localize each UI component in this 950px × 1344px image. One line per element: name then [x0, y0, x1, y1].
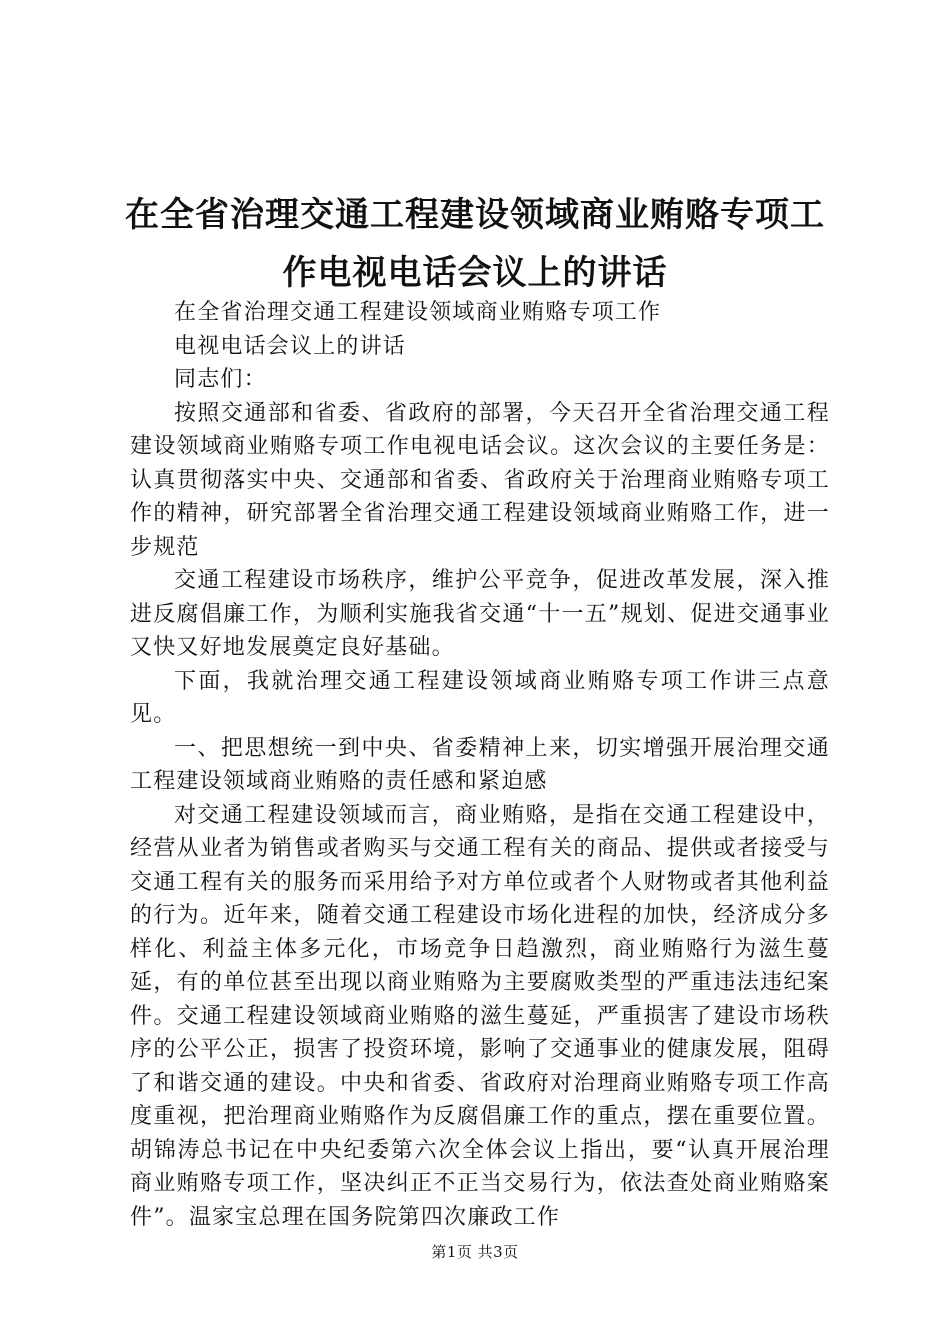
- paragraph: 对交通工程建设领域而言，商业贿赂，是指在交通工程建设中，经营从业者为销售或者购买与交通工程有关的商品、提供或者接受与交通工程有关的服务而采用给予对方单位或者个人财物或者其他利益的行为。近年来，随着交通工程建设市场化进程的加快，经济成分多样化、利益主体多元化，市场竞争日趋激烈，商业贿赂行为滋生蔓延，有的单位甚至出现以商业贿赂为主要腐败类型的严重违法违纪案件。交通工程建设领域商业贿赂的滋生蔓延，严重损害了建设市场秩序的公平公正，损害了投资环境，影响了交通事业的健康发展，阻碍了和谐交通的建设。中央和省委、省政府对治理商业贿赂专项工作高度重视，把治理商业贿赂作为反腐倡廉工作的重点，摆在重要位置。胡锦涛总书记在中央纪委第六次全体会议上指出，要“认真开展治理商业贿赂专项工作，坚决纠正不正当交易行为，依法查处商业贿赂案件”。温家宝总理在国务院第四次廉政工作: [130, 802, 830, 1230]
- paragraph: 在全省治理交通工程建设领域商业贿赂专项工作: [174, 300, 662, 325]
- paragraph: 电视电话会议上的讲话: [174, 333, 407, 359]
- document-body: [130, 296, 830, 1234]
- paragraph: 交通工程建设市场秩序，维护公平竞争，促进改革发展，深入推进反腐倡廉工作，为顺利实施我省交通“十一五”规划、促进交通事业又快又好地发展奠定良好基础。: [130, 568, 830, 660]
- document-title: 在全省治理交通工程建设领域商业贿赂专项工作电视电话会议上的讲话: [125, 195, 825, 293]
- paragraph: 按照交通部和省委、省政府的部署，今天召开全省治理交通工程建设领域商业贿赂专项工作电视电话会议。这次会议的主要任务是：认真贯彻落实中央、交通部和省委、省政府关于治理商业贿赂专项工作的精神，研究部署全省治理交通工程建设领域商业贿赂工作，进一步规范: [130, 400, 830, 560]
- section-heading: 一、把思想统一到中央、省委精神上来，切实增强开展治理交通工程建设领域商业贿赂的责任感和紧迫感: [130, 735, 830, 794]
- page-number: 第1页 共3页: [431, 1243, 519, 1261]
- paragraph: 下面，我就治理交通工程建设领域商业贿赂专项工作讲三点意见。: [130, 668, 830, 727]
- salutation: 同志们：: [174, 367, 267, 392]
